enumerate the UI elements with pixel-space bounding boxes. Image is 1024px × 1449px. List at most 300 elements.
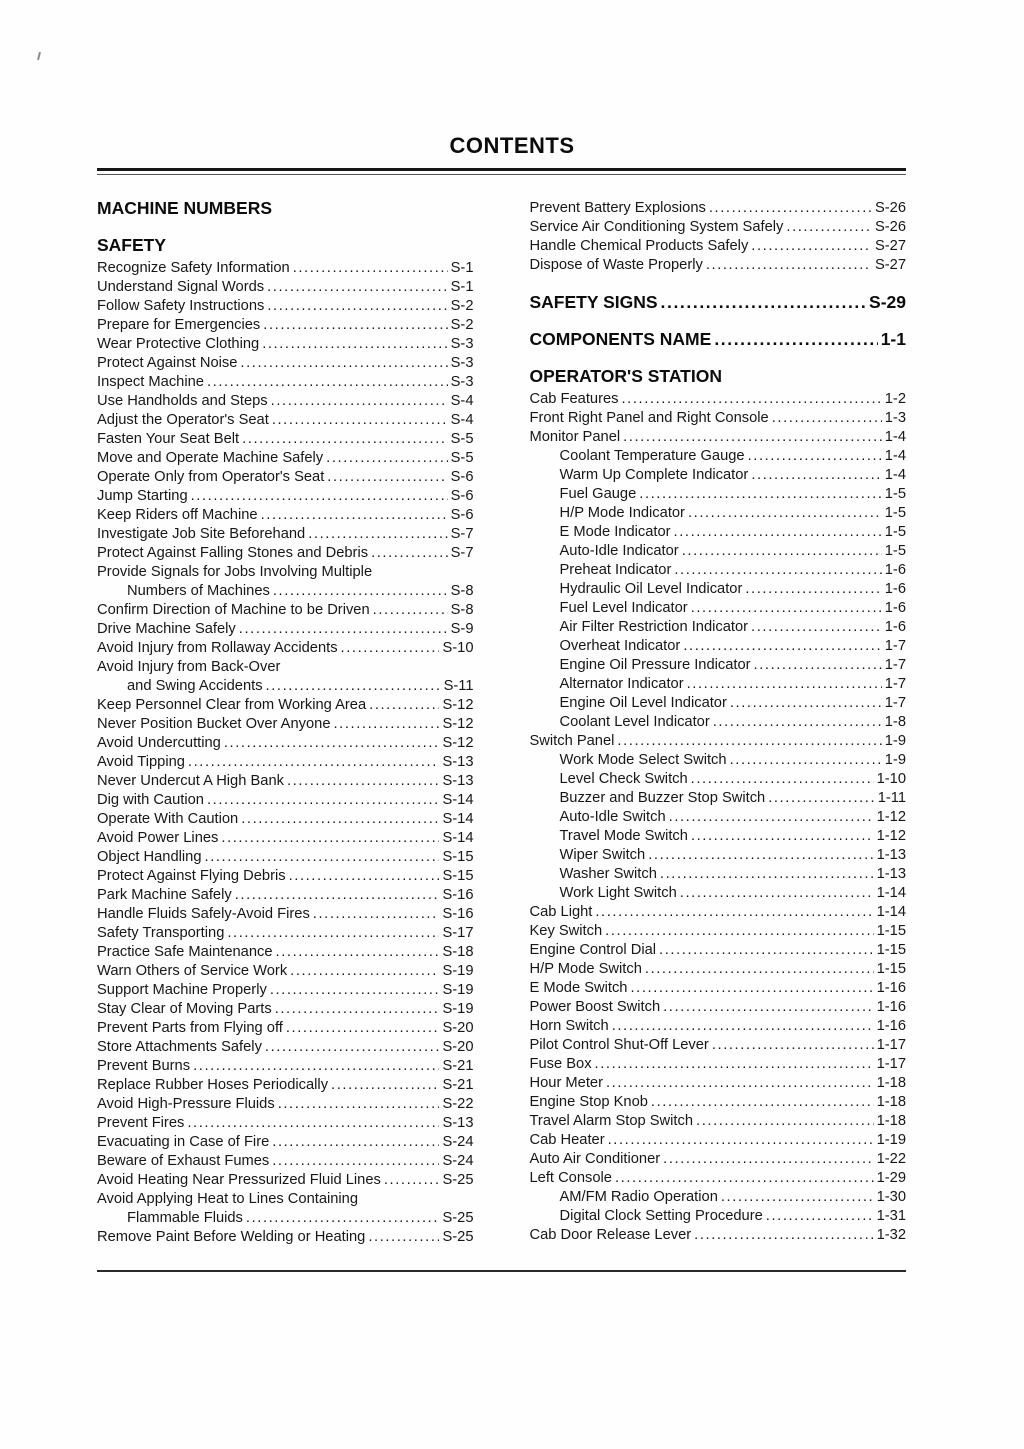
toc-entry	[530, 447, 907, 466]
dot-leader	[674, 523, 882, 542]
dot-leader	[766, 1207, 874, 1226]
toc-entry	[530, 656, 907, 675]
toc-page-number: 1-13	[876, 847, 906, 863]
toc-entry-label: Operate With Caution	[97, 811, 239, 827]
dot-leader	[239, 620, 448, 639]
toc-entry-label: Avoid Injury from Rollaway Accidents	[97, 640, 338, 656]
toc-entry-label: Hour Meter	[529, 1075, 603, 1091]
dot-leader	[663, 998, 873, 1017]
toc-entry	[97, 620, 474, 639]
dot-leader	[730, 694, 882, 713]
toc-entry-label: Fuel Gauge	[559, 486, 637, 502]
toc-entry	[530, 675, 907, 694]
toc-page-number: 1-32	[876, 1227, 906, 1243]
toc-page-number: S-4	[450, 412, 474, 428]
toc-entry	[97, 639, 474, 658]
toc-page-number: S-3	[450, 336, 474, 352]
dot-leader	[242, 430, 448, 449]
toc-entry	[530, 694, 907, 713]
toc-page-number: S-16	[442, 887, 474, 903]
toc-section-heading	[97, 236, 474, 255]
toc-entry-label: Level Check Switch	[559, 771, 688, 787]
toc-page-number: S-2	[450, 298, 474, 314]
toc-entry-label: Prepare for Emergencies	[97, 317, 261, 333]
toc-section-heading	[530, 293, 907, 312]
toc-page-number: 1-5	[884, 543, 906, 559]
toc-entry	[530, 865, 907, 884]
toc-entry-label: Wear Protective Clothing	[97, 336, 260, 352]
dot-leader	[221, 829, 439, 848]
toc-entry	[530, 1226, 907, 1245]
toc-entry	[97, 1076, 474, 1095]
toc-entry-label: H/P Mode Switch	[529, 961, 642, 977]
toc-entry-label: Alternator Indicator	[559, 676, 684, 692]
toc-page-number: S-6	[450, 488, 474, 504]
toc-entry-label: Adjust the Operator's Seat	[97, 412, 269, 428]
toc-entry-label: Keep Personnel Clear from Working Area	[97, 697, 367, 713]
dot-leader	[326, 449, 447, 468]
toc-page-number: S-13	[442, 754, 474, 770]
dot-leader	[754, 656, 882, 675]
dot-leader	[751, 466, 881, 485]
toc-entry-label: Drive Machine Safely	[97, 621, 236, 637]
toc-entry	[97, 373, 474, 392]
toc-entry	[97, 1057, 474, 1076]
dot-leader	[683, 637, 881, 656]
toc-entry-label: Auto-Idle Switch	[559, 809, 666, 825]
toc-entry	[97, 886, 474, 905]
toc-page-number: 1-18	[876, 1113, 906, 1129]
toc-page-number: 1-2	[884, 391, 906, 407]
toc-entry-label: Fuse Box	[529, 1056, 592, 1072]
toc-entry	[530, 1112, 907, 1131]
toc-entry-label: Provide Signals for Jobs Involving Multiple	[97, 564, 373, 580]
toc-page-number: 1-6	[884, 581, 906, 597]
toc-page-number: S-25	[442, 1172, 474, 1188]
toc-page-number: S-27	[874, 238, 906, 254]
toc-entry-label: Prevent Battery Explosions	[529, 200, 706, 216]
dot-leader	[608, 1131, 874, 1150]
toc-page-number: 1-8	[884, 714, 906, 730]
toc-entry-label: Cab Door Release Lever	[529, 1227, 692, 1243]
toc-page-number: 1-12	[876, 828, 906, 844]
dot-leader	[272, 1152, 439, 1171]
dot-leader	[267, 297, 447, 316]
toc-entry-label: Avoid Undercutting	[97, 735, 221, 751]
toc-entry	[530, 770, 907, 789]
toc-page-number: 1-13	[876, 866, 906, 882]
toc-entry	[530, 960, 907, 979]
toc-page-number: S-12	[442, 697, 474, 713]
toc-page-number: 1-16	[876, 980, 906, 996]
dot-leader	[327, 468, 447, 487]
toc-page-number: S-12	[442, 735, 474, 751]
toc-column-right	[530, 199, 907, 1247]
dot-leader	[334, 715, 440, 734]
toc-entry	[97, 1209, 474, 1228]
toc-page-number: S-17	[442, 925, 474, 941]
toc-entry	[530, 922, 907, 941]
section-heading-label: OPERATOR'S STATION	[529, 366, 722, 386]
toc-page-number: S-1	[450, 260, 474, 276]
dot-leader	[691, 770, 874, 789]
toc-entry-label: Protect Against Noise	[97, 355, 238, 371]
dot-leader	[714, 330, 877, 349]
toc-entry	[97, 848, 474, 867]
dot-leader	[246, 1209, 440, 1228]
toc-entry-label: Recognize Safety Information	[97, 260, 290, 276]
toc-page-number: 1-9	[884, 733, 906, 749]
toc-entry	[530, 580, 907, 599]
toc-entry-label: Warn Others of Service Work	[97, 963, 288, 979]
toc-page-number: S-25	[442, 1210, 474, 1226]
toc-page-number: S-14	[442, 811, 474, 827]
toc-entry-label: Numbers of Machines	[127, 583, 270, 599]
toc-entry	[97, 829, 474, 848]
toc-entry	[530, 466, 907, 485]
toc-entry	[97, 506, 474, 525]
toc-entry-label: Left Console	[529, 1170, 612, 1186]
toc-entry	[97, 905, 474, 924]
toc-page-number: S-19	[442, 963, 474, 979]
toc-page-number: 1-6	[884, 600, 906, 616]
toc-entry	[530, 1150, 907, 1169]
toc-page-number: S-6	[450, 507, 474, 523]
toc-entry	[530, 884, 907, 903]
toc-page-number: S-6	[450, 469, 474, 485]
title-divider	[97, 168, 906, 175]
dot-leader	[674, 561, 881, 580]
toc-entry-label: Jump Starting	[97, 488, 188, 504]
toc-entry-label: Key Switch	[529, 923, 603, 939]
dot-leader	[331, 1076, 439, 1095]
toc-entry	[530, 218, 907, 237]
dot-leader	[617, 732, 881, 751]
dot-leader	[187, 1114, 439, 1133]
toc-entry	[530, 504, 907, 523]
toc-entry-label: Warm Up Complete Indicator	[559, 467, 749, 483]
dot-leader	[622, 390, 882, 409]
dot-leader	[663, 1150, 873, 1169]
toc-entry	[97, 335, 474, 354]
dot-leader	[651, 1093, 874, 1112]
dot-leader	[373, 601, 448, 620]
toc-entry	[530, 1188, 907, 1207]
toc-page-number: S-13	[442, 1115, 474, 1131]
toc-entry-label: Switch Panel	[529, 733, 615, 749]
dot-leader	[266, 677, 441, 696]
toc-entry-label: Park Machine Safely	[97, 887, 232, 903]
toc-page-number: 1-16	[876, 1018, 906, 1034]
toc-columns	[97, 199, 906, 1247]
toc-entry-label: Coolant Temperature Gauge	[559, 448, 745, 464]
toc-entry	[530, 941, 907, 960]
page-title: CONTENTS	[449, 133, 575, 158]
toc-page-number: S-21	[442, 1077, 474, 1093]
toc-entry	[97, 297, 474, 316]
toc-entry	[530, 1207, 907, 1226]
toc-entry-label: Work Mode Select Switch	[559, 752, 727, 768]
toc-entry	[97, 411, 474, 430]
toc-entry-label: Avoid Injury from Back-Over	[97, 659, 281, 675]
toc-page-number: S-21	[442, 1058, 474, 1074]
toc-entry-label: E Mode Switch	[529, 980, 628, 996]
dot-leader	[639, 485, 882, 504]
dot-leader	[276, 943, 440, 962]
toc-entry	[530, 237, 907, 256]
toc-page-number: S-5	[450, 450, 474, 466]
toc-page-number: 1-1	[880, 329, 906, 349]
toc-page-number: S-4	[450, 393, 474, 409]
toc-entry	[97, 582, 474, 601]
toc-page-number: S-25	[442, 1229, 474, 1245]
toc-page-number: S-18	[442, 944, 474, 960]
dot-leader	[193, 1057, 439, 1076]
toc-entry	[97, 544, 474, 563]
dot-leader	[368, 1228, 439, 1247]
toc-entry-label: Follow Safety Instructions	[97, 298, 265, 314]
dot-leader	[694, 1226, 873, 1245]
dot-leader	[224, 734, 440, 753]
dot-leader	[308, 525, 447, 544]
dot-leader	[615, 1169, 874, 1188]
dot-leader	[691, 599, 882, 618]
toc-entry-label: Monitor Panel	[529, 429, 621, 445]
toc-page-number: 1-29	[876, 1170, 906, 1186]
dot-leader	[612, 1017, 874, 1036]
toc-entry	[530, 256, 907, 275]
toc-page-number: S-27	[874, 257, 906, 273]
dot-leader	[630, 979, 873, 998]
toc-entry	[530, 199, 907, 218]
toc-entry-label: Buzzer and Buzzer Stop Switch	[559, 790, 766, 806]
toc-entry-label: Stay Clear of Moving Parts	[97, 1001, 272, 1017]
dot-leader	[313, 905, 440, 924]
dot-leader	[207, 791, 440, 810]
toc-entry-label: Engine Stop Knob	[529, 1094, 648, 1110]
toc-page-number: 1-6	[884, 562, 906, 578]
toc-entry-label: E Mode Indicator	[559, 524, 671, 540]
toc-entry	[97, 1133, 474, 1152]
toc-page-number: S-13	[442, 773, 474, 789]
toc-page-number: 1-10	[876, 771, 906, 787]
toc-entry-label: Never Undercut A High Bank	[97, 773, 284, 789]
toc-entry	[530, 1131, 907, 1150]
dot-leader	[205, 848, 440, 867]
toc-entry	[97, 753, 474, 772]
toc-page-number: S-26	[874, 219, 906, 235]
toc-entry-label: Prevent Burns	[97, 1058, 191, 1074]
toc-page-number: 1-6	[884, 619, 906, 635]
toc-entry	[97, 734, 474, 753]
toc-entry-label: Avoid Power Lines	[97, 830, 219, 846]
toc-entry	[530, 561, 907, 580]
toc-entry	[530, 751, 907, 770]
toc-page-number: 1-7	[884, 695, 906, 711]
toc-entry	[530, 998, 907, 1017]
dot-leader	[273, 582, 448, 601]
toc-entry-label: Inspect Machine	[97, 374, 204, 390]
toc-entry	[97, 924, 474, 943]
toc-entry-label: Air Filter Restriction Indicator	[559, 619, 749, 635]
toc-entry	[530, 390, 907, 409]
dot-leader	[272, 1133, 439, 1152]
toc-entry-label: Travel Alarm Stop Switch	[529, 1113, 694, 1129]
toc-entry-label: Engine Oil Pressure Indicator	[559, 657, 751, 673]
dot-leader	[721, 1188, 874, 1207]
toc-entry	[530, 979, 907, 998]
toc-entry-label: Store Attachments Safely	[97, 1039, 262, 1055]
toc-page-number: S-3	[450, 374, 474, 390]
dot-leader	[293, 259, 448, 278]
dot-leader	[267, 278, 448, 297]
toc-page-number: S-15	[442, 868, 474, 884]
toc-entry	[530, 599, 907, 618]
toc-entry-label: Cab Light	[529, 904, 593, 920]
toc-entry-label: Travel Mode Switch	[559, 828, 688, 844]
toc-page-number: S-2	[450, 317, 474, 333]
dot-leader	[730, 751, 882, 770]
toc-entry-label: Fasten Your Seat Belt	[97, 431, 240, 447]
toc-entry	[97, 1095, 474, 1114]
toc-entry	[97, 1171, 474, 1190]
toc-entry-label: Investigate Job Site Beforehand	[97, 526, 306, 542]
toc-entry-label: Engine Oil Level Indicator	[559, 695, 727, 711]
toc-entry	[97, 1152, 474, 1171]
toc-entry	[97, 354, 474, 373]
dot-leader	[188, 753, 440, 772]
dot-leader	[772, 409, 882, 428]
toc-page-number: 1-5	[884, 486, 906, 502]
toc-entry	[530, 637, 907, 656]
dot-leader	[768, 789, 874, 808]
toc-section-heading	[530, 330, 907, 349]
dot-leader	[241, 810, 439, 829]
dot-leader	[660, 865, 874, 884]
toc-entry-label: Prevent Parts from Flying off	[97, 1020, 283, 1036]
toc-page-number: 1-4	[884, 467, 906, 483]
section-heading-label: SAFETY	[97, 235, 167, 255]
toc-page-number: 1-17	[876, 1037, 906, 1053]
dot-leader	[271, 392, 448, 411]
toc-page-number: S-14	[442, 830, 474, 846]
toc-page-number: 1-11	[877, 790, 906, 806]
dot-leader	[262, 335, 447, 354]
toc-entry-label: Work Light Switch	[559, 885, 677, 901]
dot-leader	[384, 1171, 440, 1190]
dot-leader	[745, 580, 881, 599]
toc-entry-label: AM/FM Radio Operation	[559, 1189, 718, 1205]
dot-leader	[751, 237, 872, 256]
toc-entry	[97, 772, 474, 791]
toc-entry-label: H/P Mode Indicator	[559, 505, 685, 521]
toc-page-number: S-7	[450, 526, 474, 542]
dot-leader	[709, 199, 872, 218]
toc-page-number: 1-5	[884, 524, 906, 540]
toc-entry-label: Flammable Fluids	[127, 1210, 243, 1226]
toc-entry-label: Cab Features	[529, 391, 619, 407]
toc-entry-label: Replace Rubber Hoses Periodically	[97, 1077, 329, 1093]
toc-page-number: S-11	[443, 678, 474, 694]
dot-leader	[263, 316, 447, 335]
toc-entry-label: Keep Riders off Machine	[97, 507, 258, 523]
toc-entry-label: Avoid Heating Near Pressurized Fluid Lines	[97, 1172, 381, 1188]
toc-page-number: 1-7	[884, 676, 906, 692]
toc-entry-label: and Swing Accidents	[127, 678, 263, 694]
toc-entry	[97, 715, 474, 734]
dot-leader	[286, 1019, 440, 1038]
toc-entry-label: Cab Heater	[529, 1132, 605, 1148]
toc-page-number: S-20	[442, 1020, 474, 1036]
dot-leader	[341, 639, 440, 658]
toc-page-number: S-16	[442, 906, 474, 922]
dot-leader	[278, 1095, 440, 1114]
toc-page-number: 1-15	[876, 942, 906, 958]
toc-entry	[97, 1019, 474, 1038]
toc-entry-label: Confirm Direction of Machine to be Driven	[97, 602, 370, 618]
dot-leader	[275, 1000, 440, 1019]
toc-page-number: S-19	[442, 982, 474, 998]
toc-page-number: S-24	[442, 1134, 474, 1150]
toc-entry-label: Horn Switch	[529, 1018, 609, 1034]
toc-entry	[97, 1114, 474, 1133]
dot-leader	[682, 542, 882, 561]
toc-page-number: 1-4	[884, 429, 906, 445]
toc-entry	[530, 789, 907, 808]
section-heading-label: SAFETY SIGNS	[529, 292, 658, 312]
dot-leader	[240, 354, 447, 373]
toc-page-number: 1-14	[876, 885, 906, 901]
dot-leader	[713, 713, 882, 732]
toc-page-number: S-29	[869, 292, 906, 312]
toc-entry-label: Pilot Control Shut-Off Lever	[529, 1037, 709, 1053]
dot-leader	[272, 411, 448, 430]
toc-entry-label: Auto-Idle Indicator	[559, 543, 679, 559]
toc-entry	[530, 1169, 907, 1188]
toc-entry	[97, 810, 474, 829]
dot-leader	[786, 218, 872, 237]
toc-page-number: S-3	[450, 355, 474, 371]
toc-entry	[530, 409, 907, 428]
toc-page-number: S-7	[450, 545, 474, 561]
toc-entry-label: Preheat Indicator	[559, 562, 672, 578]
toc-entry	[97, 658, 474, 677]
toc-entry	[530, 618, 907, 637]
dot-leader	[605, 922, 873, 941]
toc-entry	[530, 903, 907, 922]
dot-leader	[369, 696, 439, 715]
toc-entry-label: Remove Paint Before Welding or Heating	[97, 1229, 366, 1245]
toc-entry-label: Auto Air Conditioner	[529, 1151, 661, 1167]
toc-entry-label: Prevent Fires	[97, 1115, 185, 1131]
toc-entry	[530, 485, 907, 504]
toc-page-number: 1-3	[884, 410, 906, 426]
toc-entry-label: Avoid High-Pressure Fluids	[97, 1096, 275, 1112]
toc-entry	[530, 523, 907, 542]
dot-leader	[706, 256, 872, 275]
toc-entry	[97, 1190, 474, 1209]
toc-entry	[530, 827, 907, 846]
toc-page-number: S-14	[442, 792, 474, 808]
toc-page-number: 1-7	[884, 657, 906, 673]
toc-page-number: 1-15	[876, 923, 906, 939]
toc-entry-label: Wiper Switch	[559, 847, 646, 863]
toc-page-number: S-5	[450, 431, 474, 447]
dot-leader	[290, 962, 439, 981]
toc-entry-label: Safety Transporting	[97, 925, 225, 941]
dot-leader	[207, 373, 448, 392]
dot-leader	[751, 618, 882, 637]
